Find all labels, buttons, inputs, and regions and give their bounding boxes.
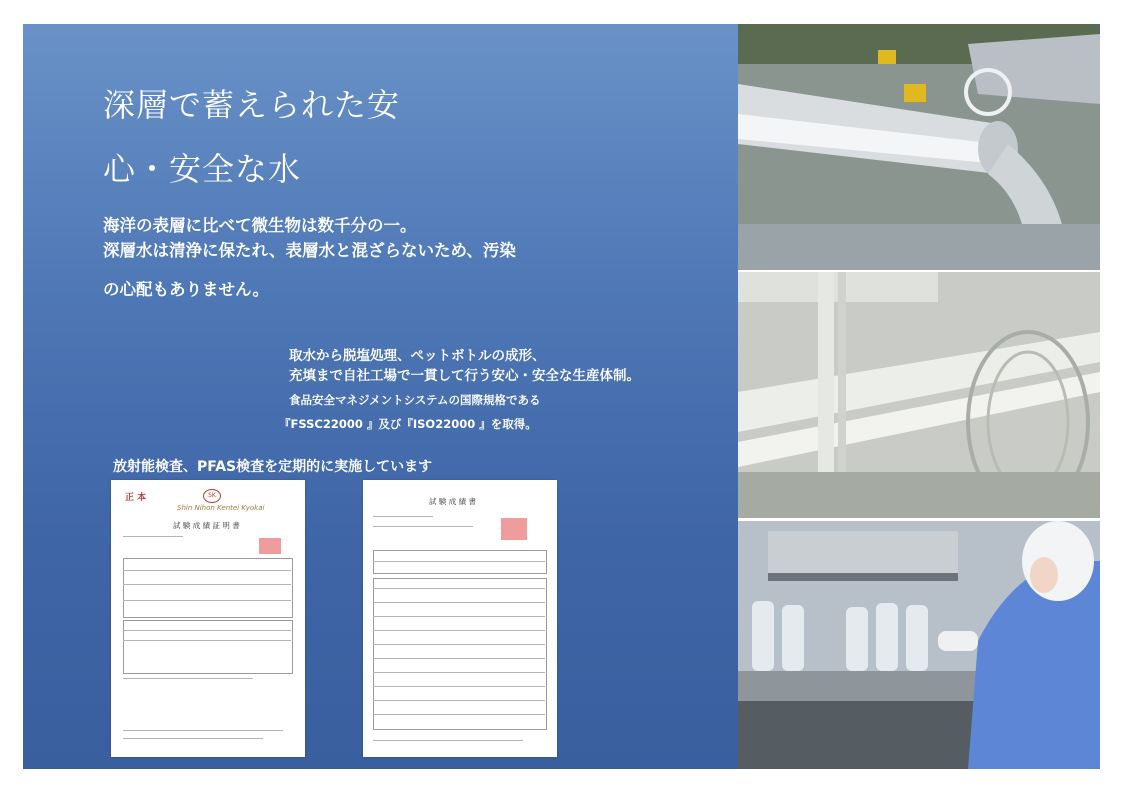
fssc-line-2: 『FSSC22000 』及び『ISO22000 』を取得。 xyxy=(279,417,537,431)
body-line-3: の心配もありません。 xyxy=(103,280,269,299)
doc1-header-label: 正 本 xyxy=(125,493,147,503)
body-line-1: 海洋の表層に比べて微生物は数千分の一。 xyxy=(103,216,417,235)
process-line-2: 充填まで自社工場で一貫して行う安心・安全な生産体制。 xyxy=(289,368,640,384)
doc2-seal-stamp xyxy=(501,518,527,540)
doc1-badge: SK xyxy=(203,489,221,503)
blue-panel xyxy=(23,24,738,769)
pipes-photo xyxy=(738,24,1100,270)
certificate-document-2 xyxy=(363,480,557,757)
doc2-title: 試 験 成 績 書 xyxy=(429,497,477,506)
tank-interior-photo xyxy=(738,272,1100,518)
process-line-1: 取水から脱塩処理、ペットボトルの成形、 xyxy=(289,348,546,364)
inspection-notice: 放射能検査、PFAS検査を定期的に実施しています xyxy=(113,459,433,475)
doc1-title: 試 験 成 績 証 明 書 xyxy=(173,521,240,530)
certificate-document-1 xyxy=(111,480,305,757)
doc1-company: Shin Nihon Kentei Kyokai xyxy=(177,504,265,512)
headline-line-2: 心・安全な水 xyxy=(103,150,302,188)
bottling-line-photo xyxy=(738,521,1100,769)
headline-line-1: 深層で蓄えられた安 xyxy=(103,86,401,124)
body-line-2: 深層水は清浄に保たれ、表層水と混ざらないため、汚染 xyxy=(103,241,516,260)
doc1-seal-stamp xyxy=(259,538,281,554)
fssc-line-1: 食品安全マネジメントシステムの国際規格である xyxy=(289,393,541,407)
